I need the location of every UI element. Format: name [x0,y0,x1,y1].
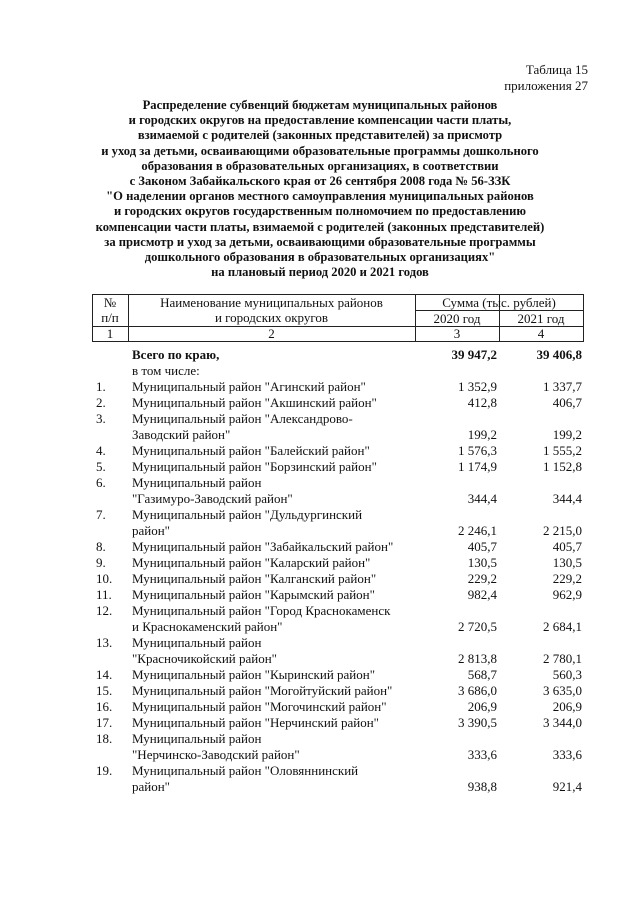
amount-2020: 3 390,5 [458,715,497,730]
amount-2021: 405,7 [552,539,582,554]
amount-2020: 412,8 [467,395,497,410]
district-name [132,555,417,571]
amount-2020: 199,2 [467,427,497,442]
amount-2021: 199,2 [552,427,582,442]
district-name [132,571,417,587]
table-header [92,294,584,342]
district-name-line: Муниципальный район "Могойтуйский район" [132,683,393,698]
amount-2020: 2 246,1 [458,523,497,538]
table-row [92,635,584,667]
row-number: 14. [96,667,113,682]
col-number-3: 3 [453,326,461,341]
district-name-line: Муниципальный район [132,731,262,746]
district-name-line: Муниципальный район [132,635,262,650]
title-line: на плановый период 2020 и 2021 годов [211,265,429,280]
district-name-line: "Газимуро-Заводский район" [132,491,293,506]
table-body [92,347,584,795]
amount-2020: 2 720,5 [458,619,497,634]
table-row [92,443,584,459]
amount-2020: 130,5 [467,555,497,570]
district-name [132,715,417,731]
document-title [60,98,580,280]
row-number: 13. [96,635,113,650]
district-name [132,459,417,475]
table-row [92,667,584,683]
row-number: 1. [96,379,106,394]
amount-2021: 1 555,2 [543,443,582,458]
district-name-line: Муниципальный район "Оловяннинский [132,763,359,778]
amount-2021: 229,2 [552,571,582,586]
title-line: и городских округов государственным полномочием по предоставлению [113,204,527,219]
row-number: 12. [96,603,113,618]
amount-2021: 2 780,1 [543,651,582,666]
amount-2020: 2 813,8 [458,651,497,666]
row-number: 3. [96,411,106,426]
table-row [92,507,584,539]
district-name [132,763,417,795]
header-num-sublabel: п/п [101,310,119,325]
row-number: 10. [96,571,113,586]
subtotal-caption-row [92,363,584,379]
table-row [92,555,584,571]
district-name [132,475,417,507]
row-number: 19. [96,763,113,778]
amount-2021: 206,9 [552,699,582,714]
header-year-2020: 2020 год [433,311,481,326]
header-name-label: Наименование муниципальных районов [160,295,383,310]
district-name-line: Муниципальный район "Агинский район" [132,379,366,394]
district-name-line: Муниципальный район "Балейский район" [132,443,370,458]
amount-2021: 1 337,7 [543,379,582,394]
title-line: с Законом Забайкальского края от 26 сентября 2008 года № 56-ЗЗК [129,174,511,189]
table-row [92,571,584,587]
row-number: 8. [96,539,106,554]
amount-2020: 229,2 [467,571,497,586]
amount-2020: 938,8 [467,779,497,794]
row-number: 2. [96,395,106,410]
district-name-line: Заводский район" [132,427,231,442]
table-row [92,715,584,731]
district-name [132,443,417,459]
district-name-line: Муниципальный район "Каларский район" [132,555,371,570]
row-number: 5. [96,459,106,474]
table-row [92,475,584,507]
col-number-1: 1 [106,326,114,341]
table-row [92,763,584,795]
table-number: Таблица 15 [525,62,588,77]
district-name-line: Муниципальный район "Забайкальский район" [132,539,394,554]
district-name-line: Муниципальный район "Город Краснокаменск [132,603,391,618]
district-name [132,539,417,555]
district-name [132,683,417,699]
title-line: дошкольного образования в образовательных организациях" [144,250,496,265]
table-reference [504,62,588,94]
amount-2020: 3 686,0 [458,683,497,698]
district-name [132,699,417,715]
title-line: Распределение субвенций бюджетам муниципальных районов [142,98,498,112]
amount-2021: 2 215,0 [543,523,582,538]
district-name-line: "Нерчинско-Заводский район" [132,747,300,762]
district-name-line: и Краснокаменский район" [132,619,283,634]
total-2020: 39 947,2 [451,347,497,362]
amount-2021: 406,7 [552,395,582,410]
appendix-number: приложения 27 [504,78,588,93]
header-name-sublabel: и городских округов [214,310,329,325]
row-number: 15. [96,683,113,698]
amount-2020: 333,6 [467,747,497,762]
header-year-2021: 2021 год [517,311,565,326]
district-name [132,731,417,763]
district-name-line: район" [132,523,170,538]
district-name-line: Муниципальный район "Дульдургинский [132,507,363,522]
col-number-2: 2 [268,326,275,341]
table-row [92,379,584,395]
row-number: 9. [96,555,106,570]
total-2021: 39 406,8 [536,347,582,362]
amount-2021: 3 344,0 [543,715,582,730]
table-row [92,603,584,635]
district-name-line: Муниципальный район "Калганский район" [132,571,377,586]
district-name [132,395,417,411]
amount-2021: 1 152,8 [543,459,582,474]
header-num-label: № [103,295,117,310]
table-row [92,699,584,715]
amount-2021: 560,3 [552,667,582,682]
total-row [92,347,584,363]
table-row [92,587,584,603]
amount-2021: 2 684,1 [543,619,582,634]
district-name-line: Муниципальный район "Кыринский район" [132,667,376,682]
district-name-line: Муниципальный район "Борзинский район" [132,459,377,474]
district-name-line: "Красночикойский район" [132,651,277,666]
district-name-line: Муниципальный район "Карымский район" [132,587,375,602]
district-name-line: Муниципальный район "Акшинский район" [132,395,377,410]
district-name [132,635,417,667]
district-name-line: Муниципальный район [132,475,262,490]
total-label: Всего по краю, [132,347,220,362]
row-number: 18. [96,731,113,746]
row-number: 16. [96,699,113,714]
amount-2021: 962,9 [552,587,582,602]
title-line: взимаемой с родителей (законных представителей) за присмотр [137,128,503,143]
amount-2020: 1 174,9 [458,459,497,474]
amount-2020: 982,4 [467,587,497,602]
amount-2021: 3 635,0 [543,683,582,698]
table-row [92,411,584,443]
amount-2020: 206,9 [467,699,497,714]
table-row [92,459,584,475]
title-line: образования в образовательных организациях, в соответствии [141,158,499,173]
district-name-line: Муниципальный район "Александрово- [132,411,353,426]
row-number: 6. [96,475,106,490]
title-line: компенсации части платы, взимаемой с родителей (законных представителей) [95,219,545,234]
district-name-line: Муниципальный район "Могочинский район" [132,699,387,714]
district-name [132,667,417,683]
table-row [92,683,584,699]
title-line: и городских округов на предоставление компенсации части платы, [128,113,512,128]
amount-2020: 405,7 [467,539,497,554]
amount-2020: 1 352,9 [458,379,497,394]
amount-2021: 344,4 [552,491,582,506]
amount-2020: 1 576,3 [458,443,497,458]
district-name-line: Муниципальный район "Нерчинский район" [132,715,379,730]
title-line: "О наделении органов местного самоуправления муниципальных районов [106,189,534,204]
row-number: 11. [96,587,112,602]
district-name-line: район" [132,779,170,794]
header-sum-label: Сумма (тыс. рублей) [442,295,556,310]
district-name [132,587,417,603]
subtotal-caption: в том числе: [132,363,200,378]
table-row [92,395,584,411]
col-number-4: 4 [537,326,545,341]
row-number: 17. [96,715,113,730]
amount-2021: 130,5 [552,555,582,570]
amount-2020: 568,7 [467,667,497,682]
district-name [132,603,417,635]
amount-2021: 921,4 [552,779,582,794]
table-row [92,731,584,763]
title-line: за присмотр и уход за детьми, осваивающими образовательные программы [104,234,536,249]
district-name [132,379,417,395]
amount-2020: 344,4 [467,491,497,506]
district-name [132,507,417,539]
table-row [92,539,584,555]
row-number: 7. [96,507,106,522]
title-line: и уход за детьми, осваивающими образовательные программы дошкольного [101,143,539,158]
amount-2021: 333,6 [552,747,582,762]
district-name [132,411,417,443]
row-number: 4. [96,443,106,458]
